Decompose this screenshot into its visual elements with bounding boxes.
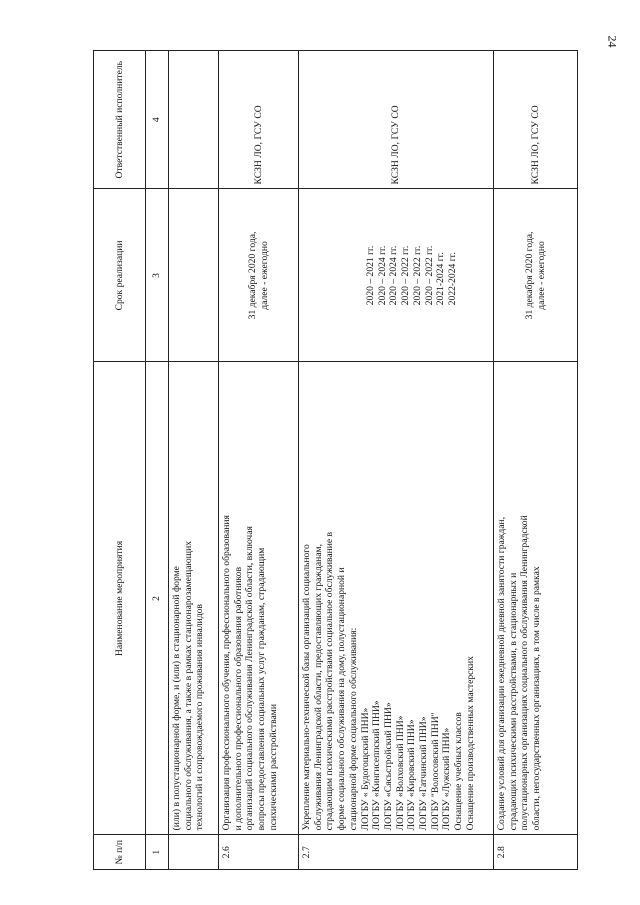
row-name: Укрепление материально-технической базы организаций социального обслуживания Ленинградской области, предоставляющих гражданам, страдающим психическими расстройствами социальное обслуживание в форме социального обслуживания на дому, полустационарной и стационарной форме социального обслуживания: ЛОГБУ « Будогощский ПНИ» ЛОГБУ «Кингисеппский ПНИ» ЛОГБУ «Сясьстройский ПНИ» ЛОГБУ «Волховский ПНИ» ЛОГБУ «Кировский ПНИ» ЛОГБУ «Гатчинский ПНИ» ЛОГБУ "Волосовский ПНИ" ЛОГБУ «Лужский ПНИ» Оснащение учебных классов Оснащение производственных мастерских xyxy=(299,362,494,835)
row-executor: КСЗН ЛО, ГСУ СО xyxy=(494,51,578,189)
table-row xyxy=(169,51,219,870)
row-name: Создание условий для организации ежедневной дневной занятости граждан, страдающих психическими расстройствами, в стационарных и полустационарных организациях социального обслуживания Ленинградской области, негосударственных организациях, в том числе в рамках xyxy=(494,362,578,835)
index-cell: 1 xyxy=(146,835,169,870)
row-name: (или) в полустационарной форме, и (или) в стационарной форме социального обслуживания, а также в рамках стационарозамещающих технологий и сопровождаемого проживания инвалидов xyxy=(169,362,219,835)
rotated-table-wrapper xyxy=(93,50,578,870)
measures-table xyxy=(93,50,578,870)
header-row xyxy=(94,51,146,870)
index-row xyxy=(146,51,169,870)
row-term: 2020 – 2021 гг. 2020 – 2024 гг. 2020 – 2024 гг. 2020 – 2022 гг. 2020 – 2022 гг. 2020 – 2022 гг. 2021-2024 гг. 2022-2024 гг. xyxy=(299,189,494,362)
row-name: Организация профессионального обучения, профессионального образования и дополнительного профессионального образования работников организаций социального обслуживания Ленинградской области, включая вопросы предоставления социальных услуг гражданам, страдающим психическими расстройствами xyxy=(219,362,299,835)
header-executor: Ответственный исполнитель xyxy=(94,51,146,189)
header-term: Срок реализации xyxy=(94,189,146,362)
row-number: 2.7 xyxy=(299,835,494,870)
table-row xyxy=(299,51,494,870)
page-number: 24 xyxy=(605,35,620,48)
row-executor xyxy=(169,51,219,189)
row-number: 2.6 xyxy=(219,835,299,870)
index-cell: 4 xyxy=(146,51,169,189)
index-cell: 3 xyxy=(146,189,169,362)
table-row xyxy=(219,51,299,870)
row-executor: КСЗН ЛО, ГСУ СО xyxy=(299,51,494,189)
row-term: 31 декабря 2020 года, далее - ежегодно xyxy=(494,189,578,362)
row-term xyxy=(169,189,219,362)
row-number xyxy=(169,835,219,870)
table-row xyxy=(494,51,578,870)
header-num: № п/п xyxy=(94,835,146,870)
index-cell: 2 xyxy=(146,362,169,835)
row-term: 31 декабря 2020 года, далее - ежегодно xyxy=(219,189,299,362)
row-executor: КСЗН ЛО, ГСУ СО xyxy=(219,51,299,189)
header-name: Наименование мероприятия xyxy=(94,362,146,835)
row-number: 2.8 xyxy=(494,835,578,870)
